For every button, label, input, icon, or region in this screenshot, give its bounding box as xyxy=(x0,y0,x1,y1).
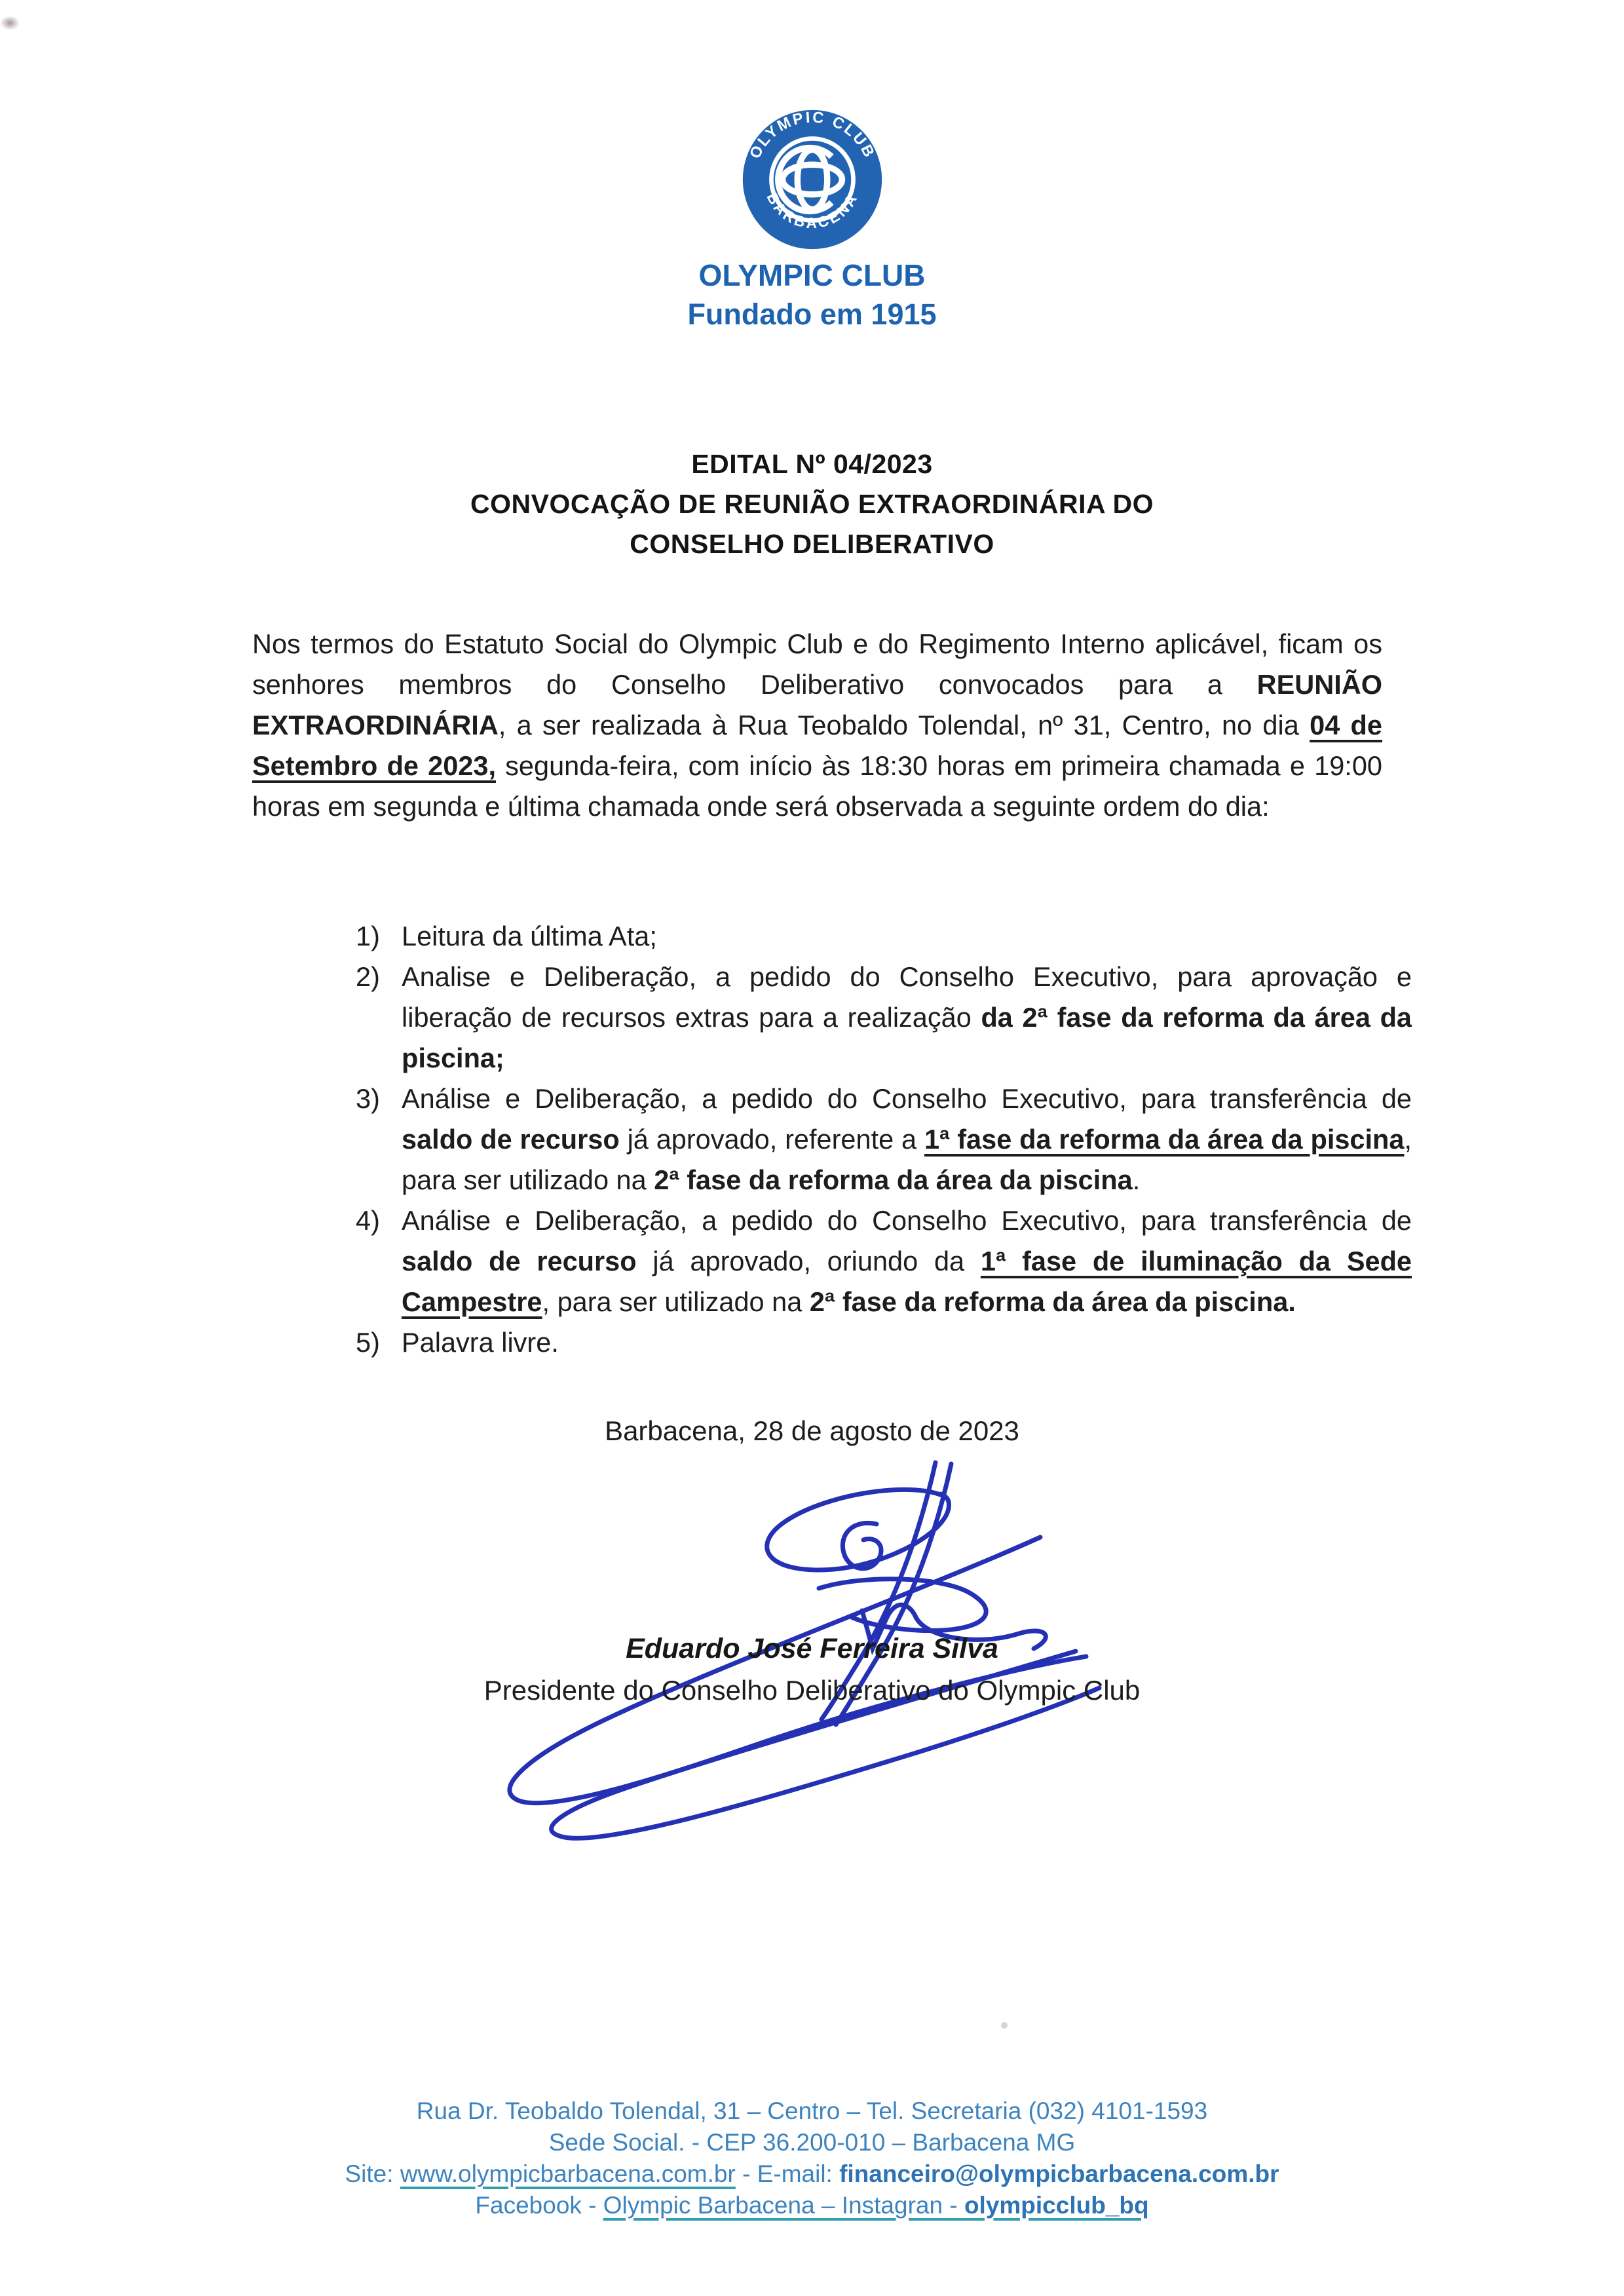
agenda-item-text: Leitura da última Ata; xyxy=(402,921,657,951)
footer-address-line: Rua Dr. Teobaldo Tolendal, 31 – Centro – Tel. Secretaria (032) 4101-1593 xyxy=(416,2097,1208,2124)
olympic-club-logo xyxy=(741,108,884,251)
club-founded: Fundado em 1915 xyxy=(687,297,937,331)
footer-cep-line: Sede Social. - CEP 36.200-010 – Barbacena MG xyxy=(548,2129,1076,2156)
agenda-item-text: Palavra livre. xyxy=(402,1327,559,1358)
agenda-item-number: 1) xyxy=(356,921,380,951)
date-line: Barbacena, 28 de agosto de 2023 xyxy=(605,1415,1019,1446)
agenda-list xyxy=(356,916,1412,1363)
signatory-name: Eduardo José Ferreira Silva xyxy=(626,1633,998,1664)
agenda-item-text: Analise e Deliberação, a pedido do Conselho Executivo, para aprovação e liberação de recursos extras para a realização da 2ª fase da reforma da área da piscina; xyxy=(402,961,1412,1073)
agenda-item xyxy=(356,1322,1412,1363)
title-line-edital: EDITAL Nº 04/2023 xyxy=(691,449,933,479)
scan-speck xyxy=(0,16,20,30)
agenda-item-text: Análise e Deliberação, a pedido do Conselho Executivo, para transferência de saldo de recurso já aprovado, referente a 1ª fase da reforma da área da piscina, para ser utilizado na 2ª fase da reforma da área da piscina. xyxy=(402,1083,1412,1195)
club-name: OLYMPIC CLUB xyxy=(698,258,926,292)
agenda-item-number: 3) xyxy=(356,1083,380,1114)
footer-site-email-line: Site: www.olympicbarbacena.com.br - E-mail: financeiro@olympicbarbacena.com.br xyxy=(345,2160,1279,2187)
logo-ring-top-text: OLYMPIC CLUB xyxy=(746,109,878,162)
agenda-item xyxy=(356,916,1412,957)
footer xyxy=(0,2095,1624,2221)
logo-ring-bottom-text: BARBACENA xyxy=(763,189,861,232)
agenda-item xyxy=(356,957,1412,1079)
agenda-item-number: 2) xyxy=(356,961,380,992)
agenda-item-number: 5) xyxy=(356,1327,380,1358)
letterhead xyxy=(0,108,1624,332)
scan-speck xyxy=(1001,2022,1008,2029)
title-line-convocacao: CONVOCAÇÃO DE REUNIÃO EXTRAORDINÁRIA DO xyxy=(470,489,1154,519)
footer-social-line: Facebook - Olympic Barbacena – Instagran - olympicclub_bq xyxy=(475,2192,1149,2219)
agenda-item xyxy=(356,1079,1412,1200)
agenda-item xyxy=(356,1200,1412,1322)
agenda-item-text: Análise e Deliberação, a pedido do Conselho Executivo, para transferência de saldo de recurso já aprovado, oriundo da 1ª fase de iluminação da Sede Campestre, para ser utilizado na 2ª fase da reforma da área da piscina. xyxy=(402,1205,1412,1317)
document-title xyxy=(0,444,1624,564)
signatory-role: Presidente do Conselho Deliberativo do Olympic Club xyxy=(483,1675,1141,1706)
agenda-item-number: 4) xyxy=(356,1205,380,1236)
intro-paragraph: Nos termos do Estatuto Social do Olympic Club e do Regimento Interno aplicável, ficam os senhores membros do Conselho Deliberativo convocados para a REUNIÃO EXTRAORDINÁRIA, a ser realizada à Rua Teobaldo Tolendal, nº 31, Centro, no dia 04 de Setembro de 2023, segunda-feira, com início às 18:30 horas em primeira chamada e 19:00 horas em segunda e última chamada onde será observada a seguinte ordem do dia: xyxy=(252,628,1382,822)
title-line-conselho: CONSELHO DELIBERATIVO xyxy=(630,529,994,559)
